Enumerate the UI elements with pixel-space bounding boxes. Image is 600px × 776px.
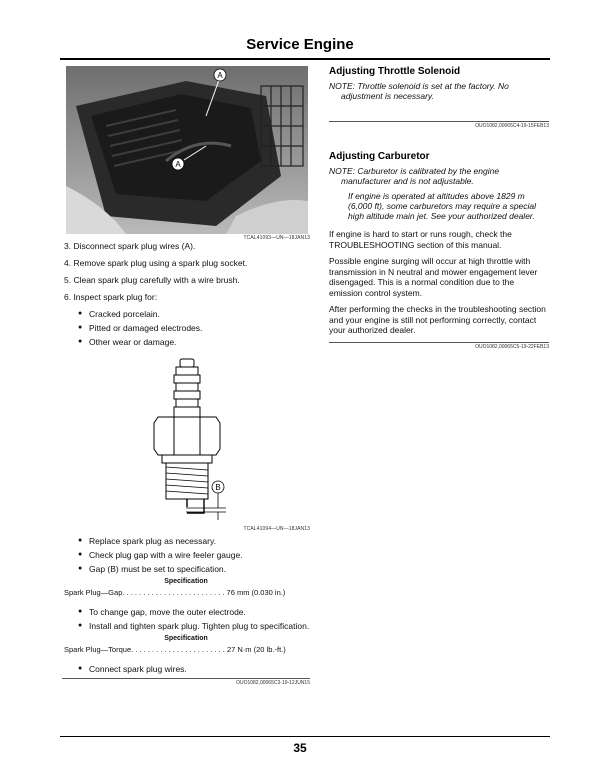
list-item: ● Cracked porcelain. [78,309,310,319]
step-6: 6. Inspect spark plug for: [64,292,158,302]
spec-title-torque: Specification [164,635,208,642]
inspect-bullets [78,309,310,347]
photo-callout-a-middle: A [175,160,181,169]
list-item: ● To change gap, move the outer electrode. [78,607,310,617]
throttle-note: NOTE: Throttle solenoid is set at the factory. No adjustment is necessary. [329,81,509,101]
carburetor-note: NOTE: Carburetor is calibrated by the engine manufacturer and is not adjustable. [329,166,500,186]
throttle-ref-code: OUO1082,00065C4-19-15FEB13 [475,123,549,129]
list-item: ● Gap (B) must be set to specification. [78,564,310,574]
spec-gap: Spark Plug—Gap. . . . . . . . . . . . . . . . . . . . . . . . . 76 mm (0.030 in.) [64,588,286,597]
step-5: 5. Clean spark plug carefully with a wire brush. [64,275,240,285]
section-rule [329,342,549,343]
step-3: 3. Disconnect spark plug wires (A). [64,241,196,251]
photo-figure-code: TCAL41093—UN—18JAN13 [243,235,310,241]
gap-bullets [78,607,310,631]
carburetor-altitude-note: If engine is operated at altitudes above 1829 m (6,000 ft), some carburetors may require a special high altitude main jet. See your authorized dealer. [348,191,537,221]
plug-callout-b: B [215,483,221,492]
left-ref-code: OUO1082,00065C3-19-12JUN15 [236,680,310,686]
list-item: ● Install and tighten spark plug. Tighten plug to specification. [78,621,310,631]
section-rule [62,678,310,679]
list-item: ● Check plug gap with a wire feeler gauge. [78,550,310,560]
footer-rule [60,736,550,737]
list-item: ● Other wear or damage. [78,337,310,347]
right-column [329,66,549,350]
carburetor-paragraph-3: After performing the checks in the troubleshooting section and your engine is still not performing correctly, contact your authorized dealer. [329,304,546,335]
page-title: Service Engine [246,36,354,53]
carburetor-ref-code: OUO1082,00065C5-19-22FEB13 [475,343,549,350]
throttle-heading: Adjusting Throttle Solenoid [329,66,461,77]
list-item: ● Replace spark plug as necessary. [78,536,310,546]
plug-bullets [78,536,310,574]
carburetor-paragraph-2: Possible engine surging will occur at high throttle with transmission in N neutral and mower engagement lever disengaged. This is a normal condition due to the emission control system. [329,256,538,298]
carburetor-heading: Adjusting Carburetor [329,151,430,162]
list-item: ● Pitted or damaged electrodes. [78,323,310,333]
section-rule [329,121,549,122]
spec-title-gap: Specification [164,578,208,585]
spark-plug-figure [66,357,308,525]
spec-torque: Spark Plug—Torque. . . . . . . . . . . . . . . . . . . . . . . 27 N·m (20 lb.-ft.) [64,645,286,654]
photo-callout-a-top: A [217,71,223,80]
plug-figure-code: TCAL41094—UN—18JAN13 [243,526,310,532]
header-rule [60,58,550,60]
engine-photo [66,66,308,234]
step-4: 4. Remove spark plug using a spark plug socket. [64,258,248,268]
list-item: ● Connect spark plug wires. [78,664,310,674]
carburetor-paragraph-1: If engine is hard to start or runs rough, check the TROUBLESHOOTING section of this manual. [329,229,512,250]
left-column [62,66,310,686]
page-number: 35 [293,741,307,755]
final-bullets [78,664,310,674]
